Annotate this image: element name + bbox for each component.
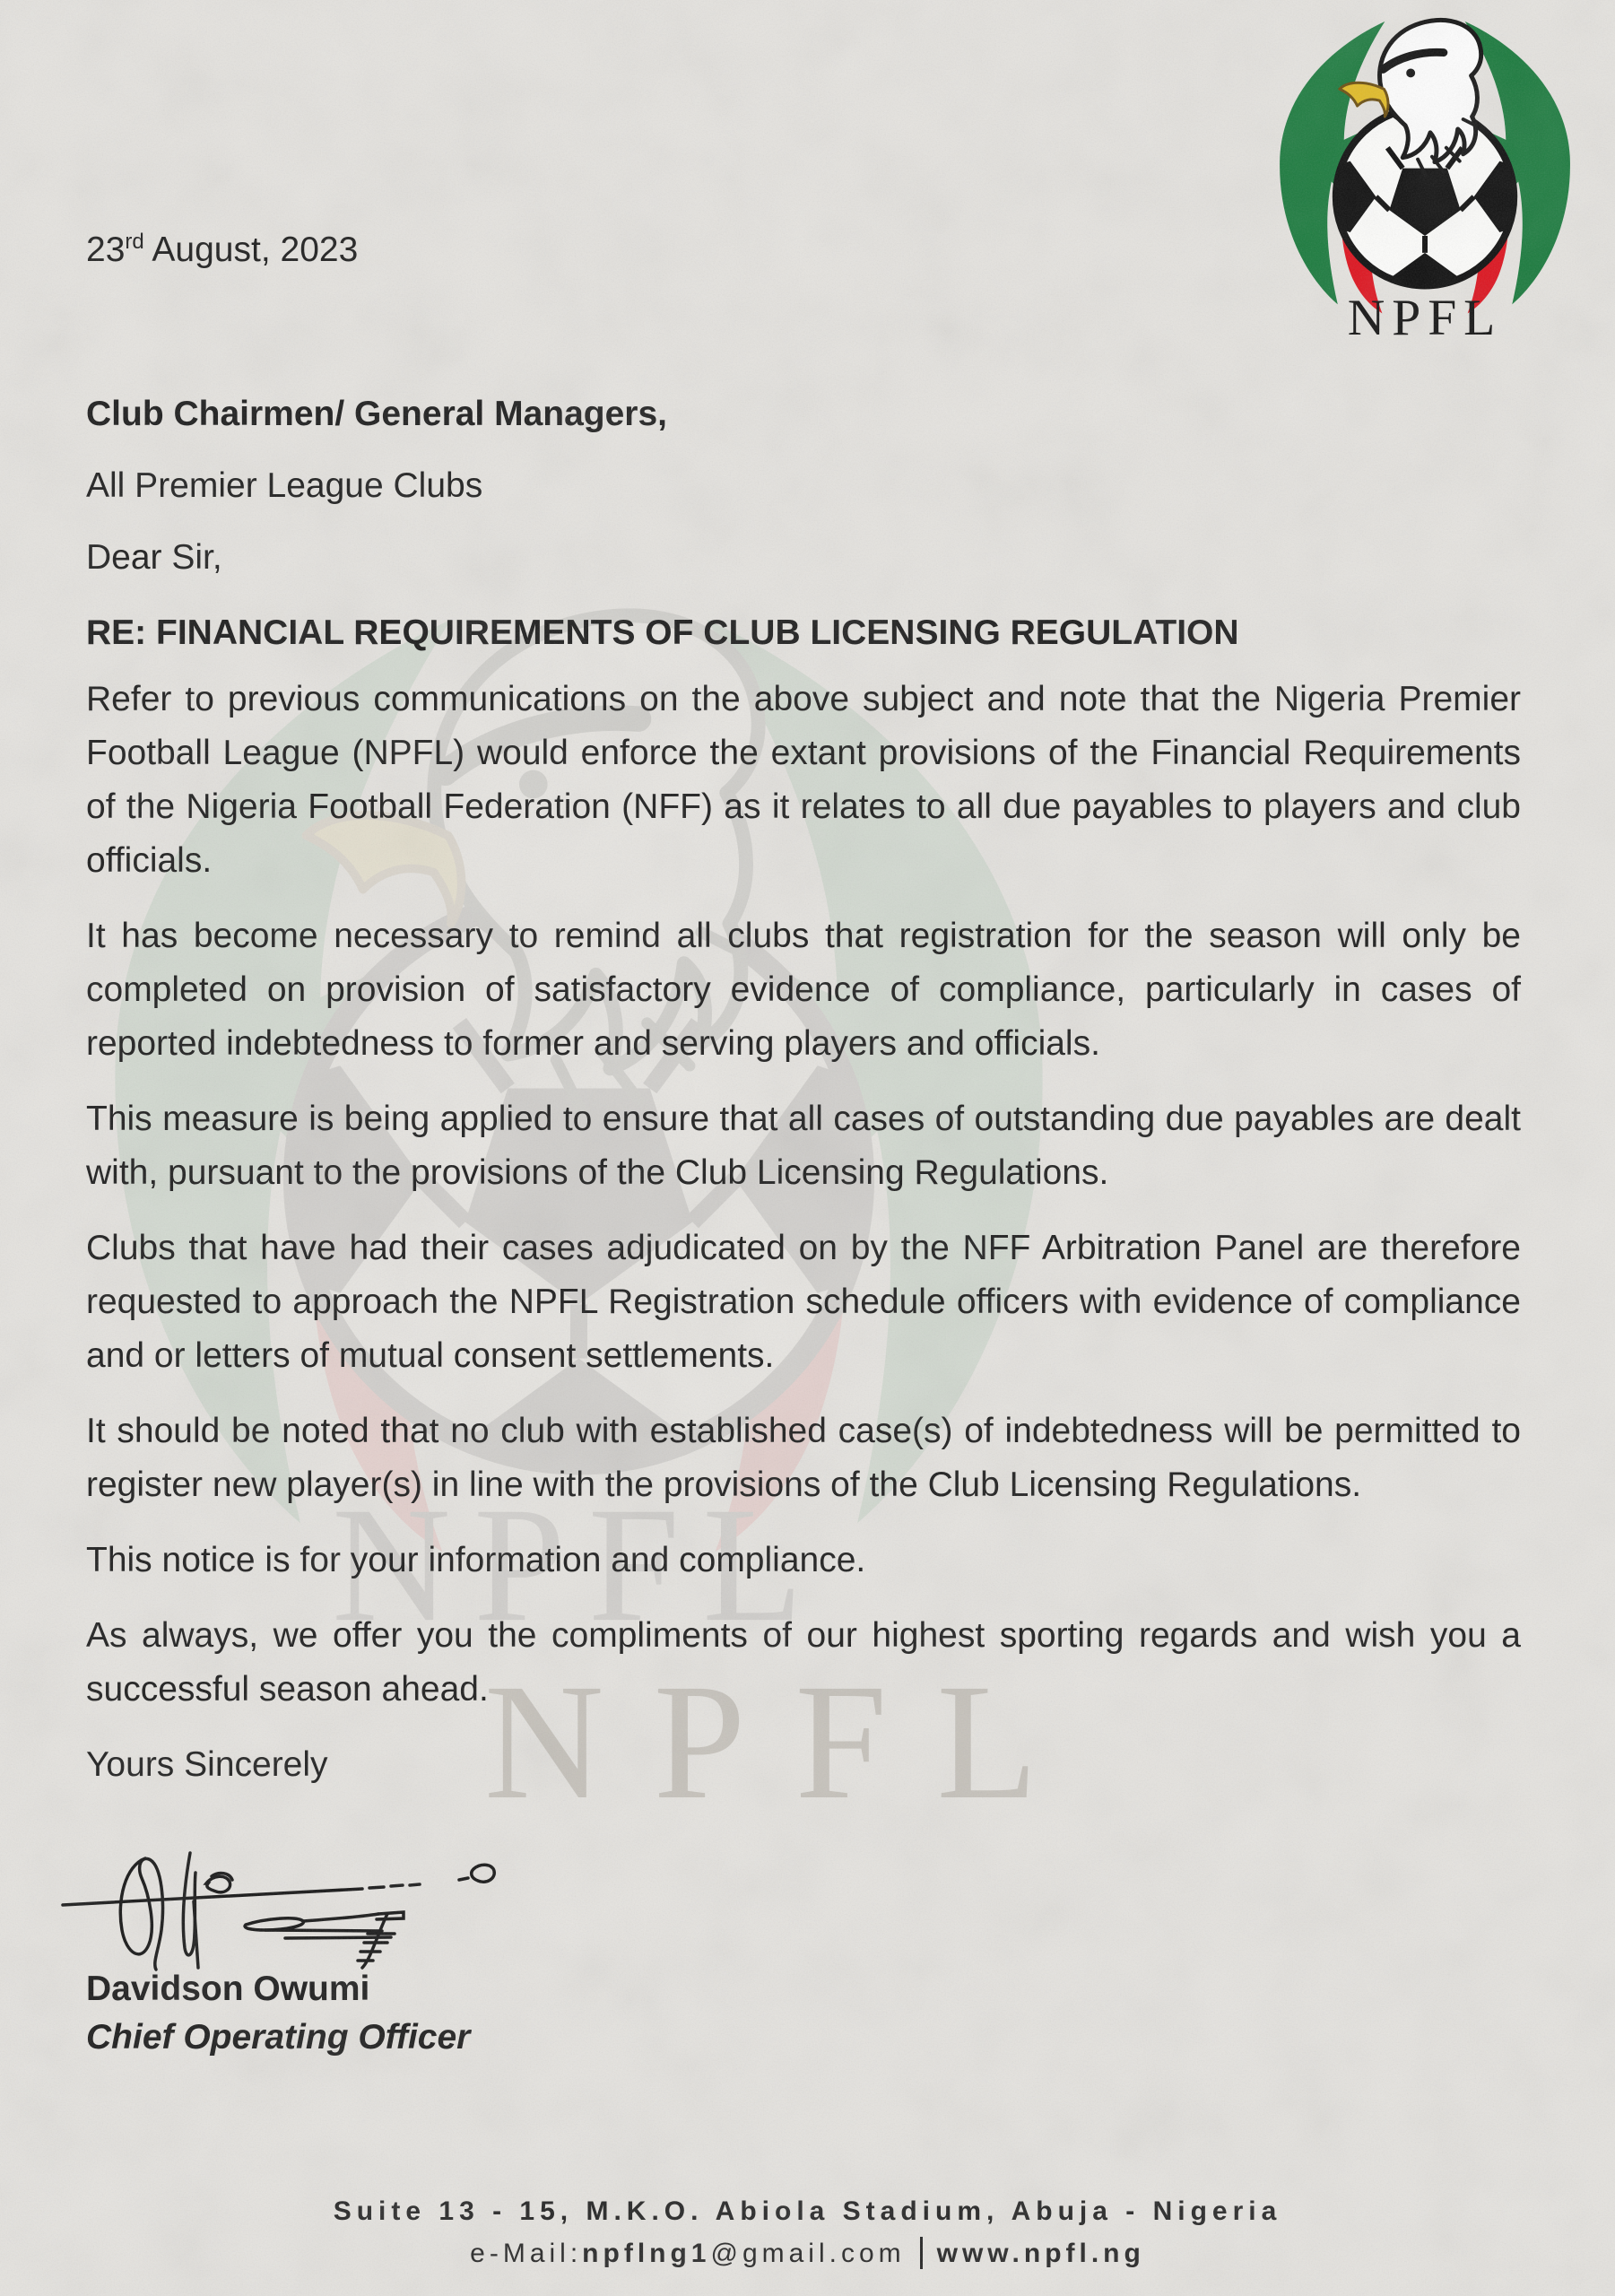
letter-body — [86, 673, 1521, 1813]
signatory-title: Chief Operating Officer — [86, 2018, 471, 2057]
date-day: 23 — [86, 230, 126, 269]
paragraph: As always, we offer you the compliments of our highest sporting regards and wish you a successful season ahead. — [86, 1616, 1521, 1709]
website-text: www.npfl.ng — [936, 2239, 1145, 2268]
closing-line: Yours Sincerely — [86, 1745, 328, 1784]
divider-bar — [920, 2237, 923, 2269]
signature-icon — [50, 1846, 517, 1980]
paragraph: Refer to previous communications on the above subject and note that the Nigeria Premier Football League (NPFL) would enforce the extant provisions of the Financial Requirements of the Nigeria Football Federation (NFF) as it relates to all due payables to players and club officials. — [86, 680, 1521, 880]
date-rest: August, 2023 — [143, 230, 359, 269]
subject-line: RE: FINANCIAL REQUIREMENTS OF CLUB LICENSING REGULATION — [86, 613, 1239, 652]
paragraph: It has become necessary to remind all clubs that registration for the season will only be completed on provision of satisfactory evidence of compliance, particularly in cases of reported indebtedness to former and serving players and officials. — [86, 917, 1521, 1063]
date-line — [86, 230, 358, 270]
footer-contacts — [0, 2230, 1615, 2272]
text-watermark: NPFL — [484, 1650, 1088, 1834]
footer-address: Suite 13 - 15, M.K.O. Abiola Stadium, Abuja - Nigeria — [333, 2196, 1282, 2226]
salutation: Dear Sir, — [86, 538, 222, 577]
npfl-logo — [1248, 7, 1607, 350]
paragraph: This measure is being applied to ensure that all cases of outstanding due payables are dealt with, pursuant to the provisions of the Club Licensing Regulations. — [86, 1100, 1521, 1192]
paragraph: It should be noted that no club with established case(s) of indebtedness will be permitted to register new player(s) in line with the provisions of the Club Licensing Regulations. — [86, 1412, 1521, 1504]
email-label: e-Mail: — [470, 2239, 583, 2268]
signatory-name: Davidson Owumi — [86, 1970, 370, 2008]
recipient-line-1: Club Chairmen/ General Managers, — [86, 395, 668, 433]
email-domain: @gmail.com — [710, 2239, 906, 2268]
email-user: npflng1 — [582, 2239, 711, 2268]
date-ordinal: rd — [125, 230, 144, 254]
paragraph: This notice is for your information and compliance. — [86, 1541, 866, 1579]
footer — [0, 2194, 1615, 2272]
recipient-line-2: All Premier League Clubs — [86, 466, 483, 505]
paragraph: Clubs that have had their cases adjudicated on by the NFF Arbitration Panel are therefore requested to approach the NPFL Registration schedule officers with evidence of compliance and or letters of mutual consent settlements. — [86, 1229, 1521, 1375]
